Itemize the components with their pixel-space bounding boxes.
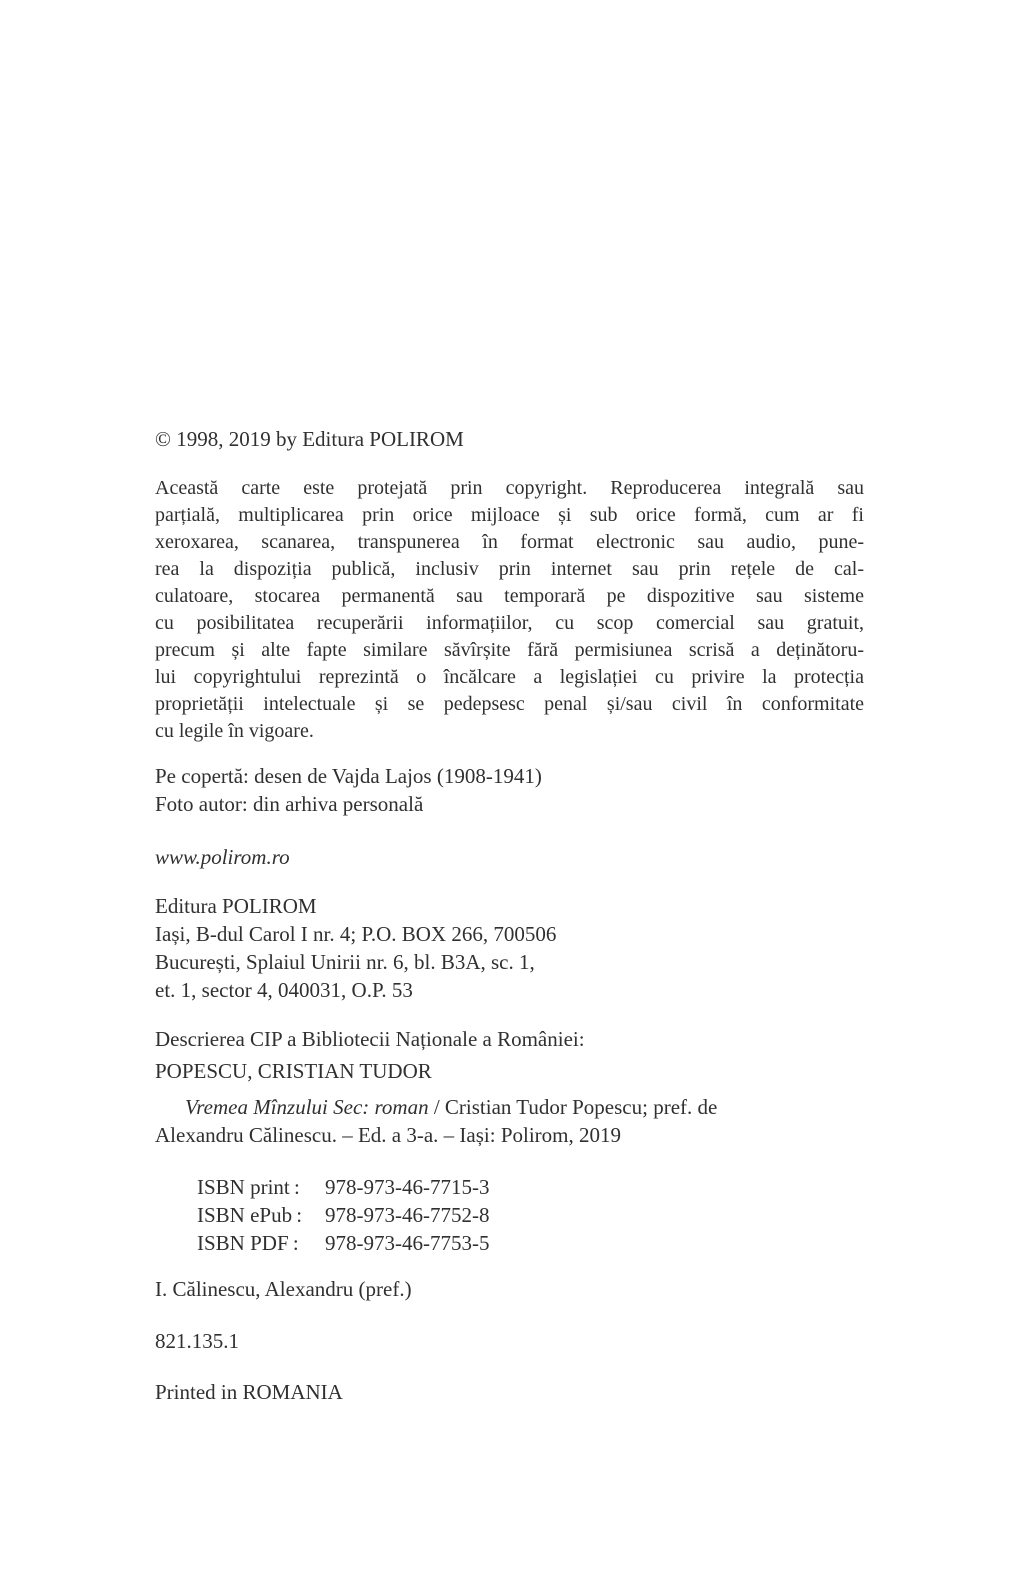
isbn-row — [197, 1229, 864, 1257]
legal-paragraph-line: xeroxarea, scanarea, transpunerea în format electronic sau audio, pune- — [155, 531, 864, 553]
cip-contributor: I. Călinescu, Alexandru (pref.) — [155, 1277, 412, 1301]
isbn-label: ISBN PDF : — [197, 1231, 299, 1255]
cip-author-entry: POPESCU, CRISTIAN TUDOR — [155, 1059, 432, 1083]
legal-paragraph-line: proprietății intelectuale și se pedepsesc penal și/sau civil în conformitate — [155, 693, 864, 715]
legal-paragraph-line: parțială, multiplicarea prin orice mijloace și sub orice formă, cum ar fi — [155, 504, 864, 526]
legal-paragraph-line: Această carte este protejată prin copyright. Reproducerea integrală sau — [155, 477, 864, 499]
photo-credit: Foto autor: din arhiva personală — [155, 792, 424, 816]
udc-number: 821.135.1 — [155, 1329, 239, 1353]
isbn-label: ISBN print : — [197, 1175, 300, 1199]
legal-paragraph-line: rea la dispoziția publică, inclusiv prin internet sau prin rețele de cal- — [155, 558, 864, 580]
book-title: Vremea Mînzului Sec: roman — [185, 1095, 429, 1119]
publisher-name: Editura POLIROM — [155, 894, 317, 918]
legal-paragraph-line: culatoare, stocarea permanentă sau temporară pe dispozitive sau sisteme — [155, 585, 864, 607]
legal-paragraph — [155, 475, 864, 745]
copyright-notice: © 1998, 2019 by Editura POLIROM — [155, 427, 464, 451]
legal-paragraph-line: cu posibilitatea recuperării informațiilor, cu scop comercial sau gratuit, — [155, 612, 864, 634]
cip-title-line-2: Alexandru Călinescu. – Ed. a 3-a. – Iași: Polirom, 2019 — [155, 1123, 621, 1147]
publisher-address-line: București, Splaiul Unirii nr. 6, bl. B3A, sc. 1, — [155, 950, 535, 974]
publisher-address-line: et. 1, sector 4, 040031, O.P. 53 — [155, 978, 413, 1002]
cip-title-line-1 — [155, 1093, 864, 1121]
isbn-list — [155, 1173, 864, 1257]
publisher-website: www.polirom.ro — [155, 845, 290, 869]
cip-heading: Descrierea CIP a Bibliotecii Naționale a României: — [155, 1027, 585, 1051]
printed-in: Printed in ROMANIA — [155, 1380, 343, 1404]
isbn-value: 978-973-46-7752-8 — [325, 1203, 490, 1227]
title-statement: / Cristian Tudor Popescu; pref. de — [428, 1095, 718, 1119]
publisher-address-line: Iași, B-dul Carol I nr. 4; P.O. BOX 266, 700506 — [155, 922, 557, 946]
isbn-value: 978-973-46-7715-3 — [325, 1175, 490, 1199]
isbn-label: ISBN ePub : — [197, 1203, 303, 1227]
credits-block — [155, 762, 864, 818]
legal-paragraph-line: lui copyrightului reprezintă o încălcare a legislației cu privire la protecția — [155, 666, 864, 688]
cip-title-entry — [155, 1093, 864, 1149]
legal-paragraph-line: precum și alte fapte similare săvîrșite fără permisiunea scrisă a deținătoru- — [155, 639, 864, 661]
cover-credit: Pe copertă: desen de Vajda Lajos (1908-1941) — [155, 764, 542, 788]
isbn-value: 978-973-46-7753-5 — [325, 1231, 490, 1255]
isbn-row — [197, 1201, 864, 1229]
legal-paragraph-line: cu legile în vigoare. — [155, 720, 314, 742]
publisher-block — [155, 892, 864, 1004]
isbn-row — [197, 1173, 864, 1201]
